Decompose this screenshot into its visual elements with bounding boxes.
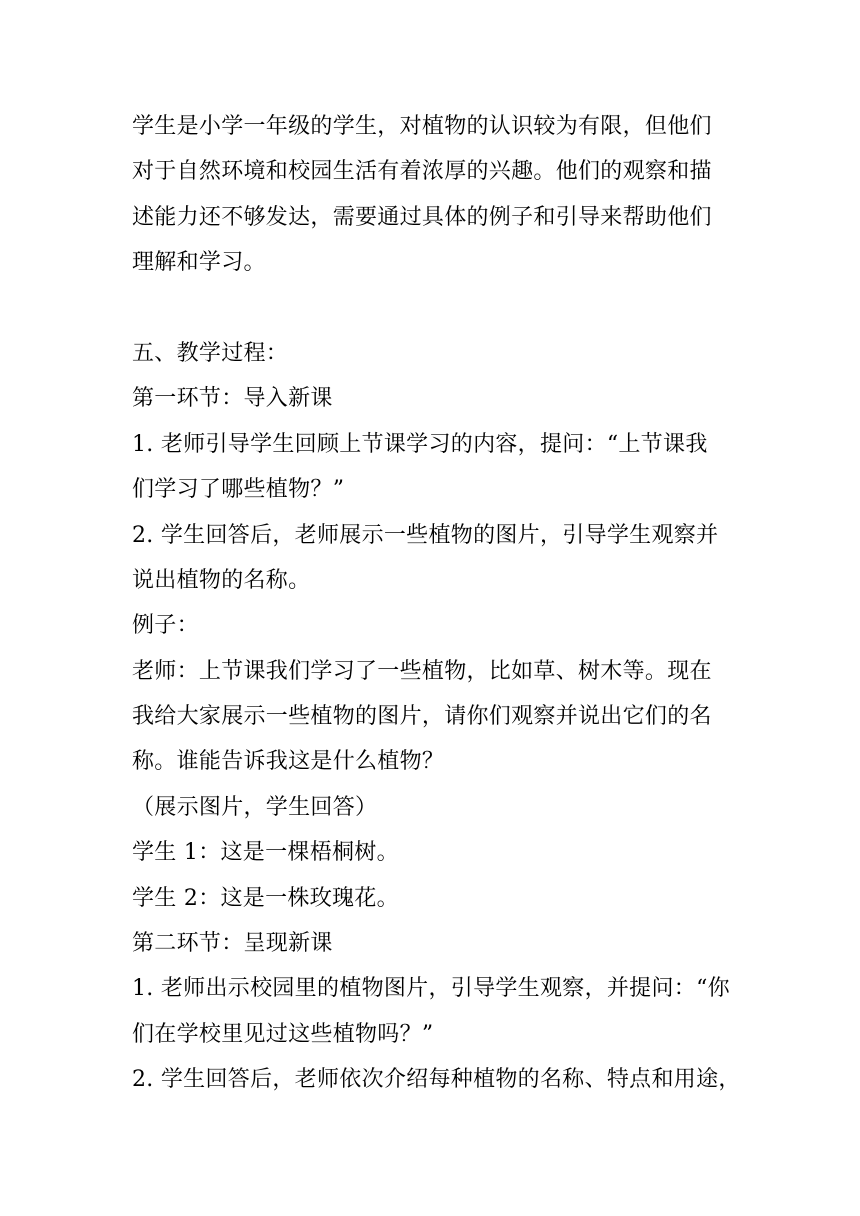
paragraph-line: 学生是小学一年级的学生，对植物的认识较为有限，但他们	[132, 114, 712, 139]
paragraph-line: 例子：	[132, 613, 199, 639]
paragraph-line: 说出植物的名称。	[132, 567, 311, 593]
paragraph-line: 老师：上节课我们学习了一些植物，比如草、树木等。现在	[132, 658, 712, 684]
paragraph-line: 称。谁能告诉我这是什么植物？	[132, 749, 445, 775]
paragraph-line: 们学习了哪些植物？”	[132, 477, 345, 503]
document-page	[132, 104, 741, 1103]
paragraph-line: 2. 学生回答后，老师展示一些植物的图片，引导学生观察并	[132, 522, 719, 548]
blank-line	[132, 286, 732, 331]
paragraph-line: 学生 1：这是一棵梧桐树。	[132, 840, 399, 866]
paragraph-line: 我给大家展示一些植物的图片，请你们观察并说出它们的名	[132, 704, 712, 730]
paragraph-line: 2. 学生回答后，老师依次介绍每种植物的名称、特点和用途，	[132, 1067, 741, 1093]
paragraph-line: 理解和学习。	[132, 250, 266, 276]
paragraph-line: 们在学校里见过这些植物吗？”	[132, 1021, 434, 1047]
paragraph-line: 述能力还不够发达，需要通过具体的例子和引导来帮助他们	[132, 204, 712, 230]
paragraph-line: 1. 老师出示校园里的植物图片，引导学生观察，并提问：“你	[132, 976, 730, 1002]
subsection-heading: 第一环节：导入新课	[132, 386, 333, 412]
subsection-heading: 第二环节：呈现新课	[132, 931, 333, 957]
paragraph-line: 学生 2：这是一株玫瑰花。	[132, 885, 399, 911]
section-heading: 五、教学过程：	[132, 340, 289, 366]
paragraph-line: 1. 老师引导学生回顾上节课学习的内容，提问：“上节课我	[132, 431, 708, 457]
paragraph-line: 对于自然环境和校园生活有着浓厚的兴趣。他们的观察和描	[132, 159, 712, 185]
paragraph-line: （展示图片，学生回答）	[132, 794, 378, 820]
